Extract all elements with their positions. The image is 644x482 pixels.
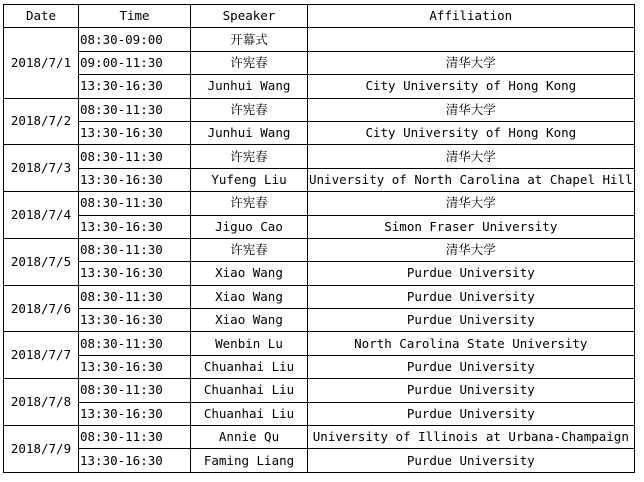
speaker-cell: Jiguo Cao	[191, 215, 308, 238]
affiliation-cell: 清华大学	[308, 98, 635, 121]
time-cell: 08:30-11:30	[79, 98, 191, 121]
header-speaker: Speaker	[191, 5, 308, 28]
time-cell: 08:30-11:30	[79, 192, 191, 215]
affiliation-cell: Purdue University	[308, 379, 635, 402]
schedule-container	[3, 4, 635, 473]
header-date: Date	[4, 5, 79, 28]
time-cell: 08:30-11:30	[79, 332, 191, 355]
affiliation-cell: City University of Hong Kong	[308, 75, 635, 98]
time-cell: 08:30-09:00	[79, 28, 191, 51]
date-cell: 2018/7/6	[4, 285, 79, 332]
affiliation-cell: Purdue University	[308, 355, 635, 378]
header-time: Time	[79, 5, 191, 28]
speaker-cell: Faming Liang	[191, 449, 308, 472]
time-cell: 08:30-11:30	[79, 285, 191, 308]
date-cell: 2018/7/5	[4, 238, 79, 285]
affiliation-cell: Purdue University	[308, 449, 635, 472]
speaker-cell: 许宪春	[191, 238, 308, 261]
speaker-cell: Wenbin Lu	[191, 332, 308, 355]
schedule-table	[3, 4, 635, 473]
affiliation-cell: City University of Hong Kong	[308, 121, 635, 144]
time-cell: 13:30-16:30	[79, 309, 191, 332]
table-row	[4, 449, 635, 472]
affiliation-cell: Simon Fraser University	[308, 215, 635, 238]
table-row	[4, 145, 635, 168]
date-cell: 2018/7/8	[4, 379, 79, 426]
affiliation-cell: Purdue University	[308, 402, 635, 425]
table-body	[4, 28, 635, 472]
table-row	[4, 262, 635, 285]
affiliation-cell: 清华大学	[308, 145, 635, 168]
time-cell: 13:30-16:30	[79, 121, 191, 144]
table-row	[4, 168, 635, 191]
time-cell: 08:30-11:30	[79, 379, 191, 402]
speaker-cell: Junhui Wang	[191, 121, 308, 144]
speaker-cell: Yufeng Liu	[191, 168, 308, 191]
affiliation-cell: 清华大学	[308, 51, 635, 74]
time-cell: 13:30-16:30	[79, 215, 191, 238]
time-cell: 13:30-16:30	[79, 262, 191, 285]
table-row	[4, 426, 635, 449]
affiliation-cell: Purdue University	[308, 285, 635, 308]
affiliation-cell: Purdue University	[308, 262, 635, 285]
table-row	[4, 309, 635, 332]
header-affiliation: Affiliation	[308, 5, 635, 28]
table-row	[4, 238, 635, 261]
table-row	[4, 215, 635, 238]
time-cell: 13:30-16:30	[79, 355, 191, 378]
affiliation-cell: University of North Carolina at Chapel Hill	[308, 168, 635, 191]
table-row	[4, 332, 635, 355]
time-cell: 08:30-11:30	[79, 145, 191, 168]
time-cell: 13:30-16:30	[79, 75, 191, 98]
speaker-cell: Chuanhai Liu	[191, 379, 308, 402]
date-cell: 2018/7/4	[4, 192, 79, 239]
speaker-cell: 许宪春	[191, 145, 308, 168]
table-row	[4, 51, 635, 74]
table-row	[4, 285, 635, 308]
time-cell: 13:30-16:30	[79, 449, 191, 472]
speaker-cell: Chuanhai Liu	[191, 402, 308, 425]
affiliation-cell: 清华大学	[308, 238, 635, 261]
date-cell: 2018/7/9	[4, 426, 79, 473]
table-header	[4, 5, 635, 28]
time-cell: 13:30-16:30	[79, 402, 191, 425]
affiliation-cell: North Carolina State University	[308, 332, 635, 355]
table-row	[4, 379, 635, 402]
table-row	[4, 75, 635, 98]
speaker-cell: 开幕式	[191, 28, 308, 51]
date-cell: 2018/7/7	[4, 332, 79, 379]
affiliation-cell: University of Illinois at Urbana-Champaign	[308, 426, 635, 449]
time-cell: 08:30-11:30	[79, 238, 191, 261]
date-cell: 2018/7/3	[4, 145, 79, 192]
time-cell: 08:30-11:30	[79, 426, 191, 449]
speaker-cell: Junhui Wang	[191, 75, 308, 98]
table-row	[4, 98, 635, 121]
affiliation-cell: 清华大学	[308, 192, 635, 215]
speaker-cell: 许宪春	[191, 98, 308, 121]
table-row	[4, 192, 635, 215]
speaker-cell: Annie Qu	[191, 426, 308, 449]
speaker-cell: Xiao Wang	[191, 262, 308, 285]
header-row	[4, 5, 635, 28]
speaker-cell: Xiao Wang	[191, 285, 308, 308]
table-row	[4, 121, 635, 144]
time-cell: 09:00-11:30	[79, 51, 191, 74]
table-row	[4, 28, 635, 51]
date-cell: 2018/7/2	[4, 98, 79, 145]
date-cell: 2018/7/1	[4, 28, 79, 98]
speaker-cell: Xiao Wang	[191, 309, 308, 332]
table-row	[4, 402, 635, 425]
table-row	[4, 355, 635, 378]
affiliation-cell: Purdue University	[308, 309, 635, 332]
time-cell: 13:30-16:30	[79, 168, 191, 191]
speaker-cell: 许宪春	[191, 51, 308, 74]
affiliation-cell	[308, 28, 635, 51]
speaker-cell: Chuanhai Liu	[191, 355, 308, 378]
speaker-cell: 许宪春	[191, 192, 308, 215]
